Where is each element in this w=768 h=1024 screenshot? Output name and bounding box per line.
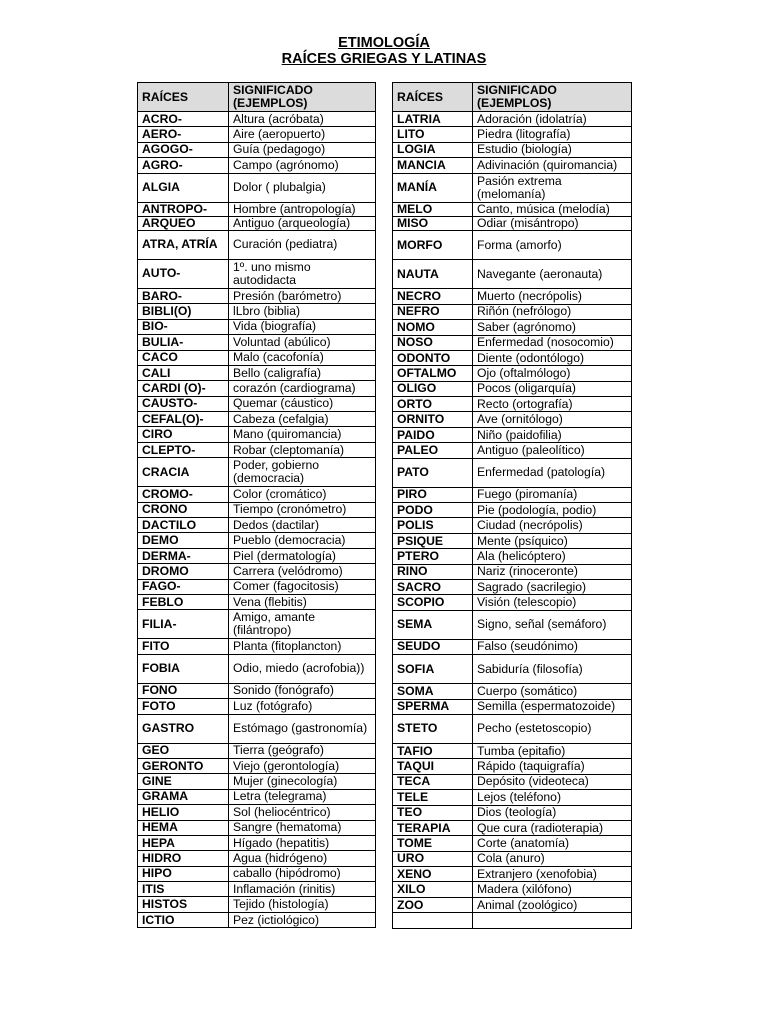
root-cell: LATRIA xyxy=(393,112,473,127)
table-row xyxy=(393,714,632,743)
meaning-cell: Cabeza (cefalgia) xyxy=(229,412,376,427)
meaning-cell: Viejo (gerontología) xyxy=(229,758,376,773)
root-cell: SOFIA xyxy=(393,655,473,684)
table-row xyxy=(393,579,632,594)
table-row xyxy=(393,774,632,789)
root-cell: BULIA- xyxy=(138,335,229,350)
meaning-cell: Piedra (litografía) xyxy=(473,127,632,142)
root-cell: MANÍA xyxy=(393,173,473,202)
meaning-cell: Tierra (geógrafo) xyxy=(229,743,376,758)
document-title: ETIMOLOGÍA xyxy=(338,35,430,51)
meaning-cell: lLbro (biblia) xyxy=(229,304,376,319)
table-row xyxy=(393,366,632,381)
root-cell: NEFRO xyxy=(393,304,473,319)
table-row xyxy=(393,443,632,458)
table-row xyxy=(138,173,376,202)
meaning-cell xyxy=(473,913,632,928)
meaning-cell: Estudio (biología) xyxy=(473,142,632,157)
table-row xyxy=(138,381,376,396)
meaning-cell: Animal (zoológico) xyxy=(473,897,632,912)
table-row xyxy=(393,913,632,928)
table-row xyxy=(138,758,376,773)
root-cell: OFTALMO xyxy=(393,366,473,381)
root-cell: TAFIO xyxy=(393,743,473,758)
root-cell: DROMO xyxy=(138,564,229,579)
root-cell xyxy=(393,913,473,928)
root-cell: STETO xyxy=(393,714,473,743)
table-row xyxy=(393,381,632,396)
root-cell: URO xyxy=(393,851,473,866)
root-cell: CLEPTO- xyxy=(138,442,229,457)
table-row xyxy=(393,112,632,127)
table-row xyxy=(138,835,376,850)
table-row xyxy=(393,173,632,202)
root-cell: DACTILO xyxy=(138,518,229,533)
meaning-cell: Antiguo (arqueología) xyxy=(229,216,376,230)
table-row xyxy=(138,458,376,487)
table-row xyxy=(138,230,376,259)
root-cell: FOBIA xyxy=(138,654,229,683)
root-cell: ICTIO xyxy=(138,912,229,927)
root-cell: TEO xyxy=(393,805,473,820)
root-cell: ITIS xyxy=(138,882,229,897)
meaning-cell: Navegante (aeronauta) xyxy=(473,260,632,289)
root-cell: GERONTO xyxy=(138,758,229,773)
meaning-cell: Comer (fagocitosis) xyxy=(229,579,376,594)
meaning-cell: Vena (flebitis) xyxy=(229,594,376,609)
meaning-cell: Bello (caligrafía) xyxy=(229,365,376,380)
root-cell: SPERMA xyxy=(393,699,473,714)
root-cell: PSIQUE xyxy=(393,533,473,548)
root-cell: SEUDO xyxy=(393,639,473,654)
meaning-cell: Letra (telegrama) xyxy=(229,789,376,804)
root-cell: NECRO xyxy=(393,289,473,304)
root-cell: RINO xyxy=(393,564,473,579)
table-row xyxy=(393,533,632,548)
table-row xyxy=(138,216,376,230)
table-row xyxy=(138,699,376,714)
table-row xyxy=(393,412,632,427)
root-cell: TECA xyxy=(393,774,473,789)
table-row xyxy=(393,851,632,866)
meaning-cell: Robar (cleptomanía) xyxy=(229,442,376,457)
meaning-cell: Hígado (hepatitis) xyxy=(229,835,376,850)
root-cell: CIRO xyxy=(138,427,229,442)
root-cell: BIBLI(O) xyxy=(138,304,229,319)
meaning-cell: Cola (anuro) xyxy=(473,851,632,866)
table-row xyxy=(393,304,632,319)
meaning-cell: Sabiduría (filosofía) xyxy=(473,655,632,684)
root-cell: ARQUEO xyxy=(138,216,229,230)
table-row xyxy=(138,820,376,835)
root-cell: FONO xyxy=(138,683,229,698)
meaning-cell: Canto, música (melodía) xyxy=(473,202,632,216)
root-cell: NAUTA xyxy=(393,260,473,289)
root-cell: POLIS xyxy=(393,518,473,533)
root-cell: DEMO xyxy=(138,533,229,548)
table-header-row xyxy=(138,83,376,112)
table-row xyxy=(393,743,632,758)
meaning-cell: Quemar (cáustico) xyxy=(229,396,376,411)
root-cell: ORNITO xyxy=(393,412,473,427)
table-row xyxy=(138,533,376,548)
table-row xyxy=(393,260,632,289)
table-row xyxy=(138,487,376,502)
meaning-cell: Ciudad (necrópolis) xyxy=(473,518,632,533)
meaning-cell: Pez (ictiológico) xyxy=(229,912,376,927)
table-row xyxy=(393,564,632,579)
meaning-cell: Nariz (rinoceronte) xyxy=(473,564,632,579)
document-subtitle: RAÍCES GRIEGAS Y LATINAS xyxy=(281,51,487,67)
table-row xyxy=(393,487,632,502)
root-cell: ATRA, ATRÍA xyxy=(138,230,229,259)
root-cell: TELE xyxy=(393,790,473,805)
meaning-cell: Antiguo (paleolítico) xyxy=(473,443,632,458)
root-cell: MORFO xyxy=(393,231,473,260)
meaning-cell: Campo (agrónomo) xyxy=(229,158,376,173)
root-cell: FITO xyxy=(138,639,229,654)
root-cell: PIRO xyxy=(393,487,473,502)
table-row xyxy=(138,412,376,427)
meaning-cell: Adoración (idolatría) xyxy=(473,112,632,127)
meaning-cell: Vida (biografía) xyxy=(229,319,376,334)
table-row xyxy=(138,714,376,743)
table-row xyxy=(393,790,632,805)
table-row xyxy=(138,518,376,533)
table-row xyxy=(393,759,632,774)
table-row xyxy=(138,112,376,127)
meaning-cell: Pasión extrema (melomanía) xyxy=(473,173,632,202)
meaning-cell: Estómago (gastronomía) xyxy=(229,714,376,743)
table-row xyxy=(138,319,376,334)
root-cell: XENO xyxy=(393,867,473,882)
table-row xyxy=(393,610,632,639)
root-cell: AUTO- xyxy=(138,259,229,288)
meaning-cell: Ojo (oftalmólogo) xyxy=(473,366,632,381)
meaning-cell: Lejos (teléfono) xyxy=(473,790,632,805)
root-cell: BIO- xyxy=(138,319,229,334)
meaning-cell: Mujer (ginecología) xyxy=(229,774,376,789)
root-cell: PODO xyxy=(393,503,473,518)
root-cell: HEPA xyxy=(138,835,229,850)
meaning-cell: Piel (dermatología) xyxy=(229,548,376,563)
meaning-cell: Signo, señal (semáforo) xyxy=(473,610,632,639)
table-row xyxy=(393,897,632,912)
table-row xyxy=(393,320,632,335)
root-cell: MELO xyxy=(393,202,473,216)
table-row xyxy=(393,350,632,365)
root-cell: HIPO xyxy=(138,866,229,881)
root-cell: DERMA- xyxy=(138,548,229,563)
table-row xyxy=(393,820,632,835)
meaning-cell: Altura (acróbata) xyxy=(229,112,376,127)
meaning-cell: Sagrado (sacrilegio) xyxy=(473,579,632,594)
root-cell: SACRO xyxy=(393,579,473,594)
table-row xyxy=(138,579,376,594)
meaning-cell: Pocos (oligarquía) xyxy=(473,381,632,396)
root-cell: FILIA- xyxy=(138,610,229,639)
meaning-cell: Saber (agrónomo) xyxy=(473,320,632,335)
meaning-cell: Agua (hidrógeno) xyxy=(229,851,376,866)
root-cell: AGOGO- xyxy=(138,142,229,157)
meaning-cell: Hombre (antropología) xyxy=(229,202,376,216)
root-cell: CACO xyxy=(138,350,229,365)
table-header-row xyxy=(393,83,632,112)
table-row xyxy=(393,518,632,533)
table-row xyxy=(138,442,376,457)
root-cell: SCOPIO xyxy=(393,595,473,610)
root-cell: AERO- xyxy=(138,127,229,142)
meaning-cell: Inflamación (rinitis) xyxy=(229,882,376,897)
meaning-cell: Adivinación (quiromancia) xyxy=(473,158,632,173)
table-row xyxy=(138,639,376,654)
table-row xyxy=(138,304,376,319)
table-row xyxy=(393,684,632,699)
meaning-cell: Pecho (estetoscopio) xyxy=(473,714,632,743)
meaning-cell: Muerto (necrópolis) xyxy=(473,289,632,304)
table-row xyxy=(138,851,376,866)
meaning-cell: Tejido (histología) xyxy=(229,897,376,912)
meaning-cell: Curación (pediatra) xyxy=(229,230,376,259)
root-cell: ORTO xyxy=(393,397,473,412)
table-row xyxy=(138,912,376,927)
meaning-cell: Cuerpo (somático) xyxy=(473,684,632,699)
root-cell: CRONO xyxy=(138,502,229,517)
meaning-cell: Tumba (epitafio) xyxy=(473,743,632,758)
table-row xyxy=(393,805,632,820)
root-column-header: RAÍCES xyxy=(138,83,229,112)
table-row xyxy=(138,127,376,142)
meaning-cell: Poder, gobierno (democracia) xyxy=(229,458,376,487)
meaning-cell: Color (cromático) xyxy=(229,487,376,502)
table-row xyxy=(393,397,632,412)
table-row xyxy=(138,288,376,303)
table-row xyxy=(393,142,632,157)
root-cell: PTERO xyxy=(393,549,473,564)
meaning-cell: Madera (xilófono) xyxy=(473,882,632,897)
table-row xyxy=(393,231,632,260)
table-row xyxy=(138,882,376,897)
meaning-cell: Odio, miedo (acrofobia)) xyxy=(229,654,376,683)
meaning-cell: Odiar (misántropo) xyxy=(473,216,632,230)
root-cell: NOMO xyxy=(393,320,473,335)
meaning-cell: Dolor ( plubalgia) xyxy=(229,173,376,202)
meaning-cell: Pueblo (democracia) xyxy=(229,533,376,548)
root-cell: ANTROPO- xyxy=(138,202,229,216)
meaning-cell: Rápido (taquigrafía) xyxy=(473,759,632,774)
root-cell: MANCIA xyxy=(393,158,473,173)
root-cell: CRACIA xyxy=(138,458,229,487)
meaning-cell: Planta (fitoplancton) xyxy=(229,639,376,654)
root-column-header: RAÍCES xyxy=(393,83,473,112)
root-cell: TAQUI xyxy=(393,759,473,774)
table-row xyxy=(393,503,632,518)
root-cell: HIDRO xyxy=(138,851,229,866)
table-row xyxy=(138,564,376,579)
roots-table-left xyxy=(137,82,376,928)
meaning-cell: Falso (seudónimo) xyxy=(473,639,632,654)
meaning-cell: Dedos (dactilar) xyxy=(229,518,376,533)
root-cell: GRAMA xyxy=(138,789,229,804)
meaning-cell: Voluntad (abúlico) xyxy=(229,335,376,350)
meaning-cell: Riñón (nefrólogo) xyxy=(473,304,632,319)
meaning-cell: corazón (cardiograma) xyxy=(229,381,376,396)
table-row xyxy=(138,897,376,912)
table-row xyxy=(138,774,376,789)
table-row xyxy=(138,548,376,563)
meaning-cell: Tiempo (cronómetro) xyxy=(229,502,376,517)
table-row xyxy=(138,427,376,442)
root-cell: SOMA xyxy=(393,684,473,699)
table-row xyxy=(138,805,376,820)
meaning-cell: Malo (cacofonía) xyxy=(229,350,376,365)
table-row xyxy=(393,158,632,173)
root-cell: PAIDO xyxy=(393,427,473,442)
table-row xyxy=(138,158,376,173)
meaning-cell: Semilla (espermatozoide) xyxy=(473,699,632,714)
root-cell: ZOO xyxy=(393,897,473,912)
table-row xyxy=(393,127,632,142)
meaning-cell: Enfermedad (patología) xyxy=(473,458,632,487)
meaning-cell: Visión (telescopio) xyxy=(473,595,632,610)
meaning-cell: Aire (aeropuerto) xyxy=(229,127,376,142)
table-row xyxy=(138,350,376,365)
meaning-cell: Dios (teología) xyxy=(473,805,632,820)
root-cell: HISTOS xyxy=(138,897,229,912)
meaning-cell: Mano (quiromancia) xyxy=(229,427,376,442)
table-row xyxy=(393,699,632,714)
table-row xyxy=(393,202,632,216)
meaning-cell: 1º. uno mismo autodidacta xyxy=(229,259,376,288)
table-row xyxy=(393,639,632,654)
root-cell: LITO xyxy=(393,127,473,142)
table-row xyxy=(393,335,632,350)
meaning-cell: Pie (podología, podio) xyxy=(473,503,632,518)
root-cell: NOSO xyxy=(393,335,473,350)
meaning-column-header: SIGNIFICADO (EJEMPLOS) xyxy=(473,83,632,112)
table-row xyxy=(393,458,632,487)
meaning-cell: Extranjero (xenofobia) xyxy=(473,867,632,882)
root-cell: ACRO- xyxy=(138,112,229,127)
root-cell: CALI xyxy=(138,365,229,380)
root-cell: HEMA xyxy=(138,820,229,835)
meaning-cell: Mente (psíquico) xyxy=(473,533,632,548)
table-row xyxy=(393,549,632,564)
meaning-cell: Guía (pedagogo) xyxy=(229,142,376,157)
meaning-cell: Niño (paidofilia) xyxy=(473,427,632,442)
root-cell: FOTO xyxy=(138,699,229,714)
table-row xyxy=(393,655,632,684)
meaning-cell: Diente (odontólogo) xyxy=(473,350,632,365)
meaning-cell: Recto (ortografía) xyxy=(473,397,632,412)
table-row xyxy=(138,789,376,804)
meaning-cell: Fuego (piromanía) xyxy=(473,487,632,502)
table-row xyxy=(138,396,376,411)
meaning-cell: Que cura (radioterapia) xyxy=(473,820,632,835)
table-row xyxy=(138,365,376,380)
meaning-cell: Ave (ornitólogo) xyxy=(473,412,632,427)
table-row xyxy=(393,216,632,230)
root-cell: ODONTO xyxy=(393,350,473,365)
table-row xyxy=(138,743,376,758)
root-cell: CEFAL(O)- xyxy=(138,412,229,427)
table-row xyxy=(138,142,376,157)
table-row xyxy=(393,836,632,851)
root-cell: BARO- xyxy=(138,288,229,303)
root-cell: TOME xyxy=(393,836,473,851)
meaning-cell: Depósito (videoteca) xyxy=(473,774,632,789)
root-cell: GASTRO xyxy=(138,714,229,743)
table-row xyxy=(393,867,632,882)
roots-table-right xyxy=(392,82,632,929)
root-cell: CARDI (O)- xyxy=(138,381,229,396)
meaning-cell: Sonido (fonógrafo) xyxy=(229,683,376,698)
root-cell: XILO xyxy=(393,882,473,897)
root-cell: FAGO- xyxy=(138,579,229,594)
meaning-column-header: SIGNIFICADO (EJEMPLOS) xyxy=(229,83,376,112)
meaning-cell: Forma (amorfo) xyxy=(473,231,632,260)
table-row xyxy=(138,866,376,881)
meaning-cell: Presión (barómetro) xyxy=(229,288,376,303)
root-cell: CROMO- xyxy=(138,487,229,502)
table-row xyxy=(393,882,632,897)
table-row xyxy=(138,654,376,683)
root-cell: PATO xyxy=(393,458,473,487)
meaning-cell: Sol (heliocéntrico) xyxy=(229,805,376,820)
root-cell: GINE xyxy=(138,774,229,789)
meaning-cell: Sangre (hematoma) xyxy=(229,820,376,835)
root-cell: OLIGO xyxy=(393,381,473,396)
table-row xyxy=(138,594,376,609)
root-cell: GEO xyxy=(138,743,229,758)
root-cell: SEMA xyxy=(393,610,473,639)
root-cell: MISO xyxy=(393,216,473,230)
table-row xyxy=(138,683,376,698)
meaning-cell: Ala (helicóptero) xyxy=(473,549,632,564)
table-row xyxy=(393,289,632,304)
meaning-cell: Amigo, amante (filántropo) xyxy=(229,610,376,639)
root-cell: CAUSTO- xyxy=(138,396,229,411)
table-row xyxy=(138,335,376,350)
meaning-cell: Carrera (velódromo) xyxy=(229,564,376,579)
meaning-cell: Luz (fotógrafo) xyxy=(229,699,376,714)
root-cell: HELIO xyxy=(138,805,229,820)
meaning-cell: Corte (anatomía) xyxy=(473,836,632,851)
meaning-cell: caballo (hipódromo) xyxy=(229,866,376,881)
root-cell: TERAPIA xyxy=(393,820,473,835)
meaning-cell: Enfermedad (nosocomio) xyxy=(473,335,632,350)
table-row xyxy=(138,610,376,639)
root-cell: PALEO xyxy=(393,443,473,458)
root-cell: FEBLO xyxy=(138,594,229,609)
root-cell: ALGIA xyxy=(138,173,229,202)
table-row xyxy=(138,502,376,517)
table-row xyxy=(393,595,632,610)
table-row xyxy=(138,202,376,216)
table-row xyxy=(393,427,632,442)
table-row xyxy=(138,259,376,288)
root-cell: AGRO- xyxy=(138,158,229,173)
root-cell: LOGIA xyxy=(393,142,473,157)
